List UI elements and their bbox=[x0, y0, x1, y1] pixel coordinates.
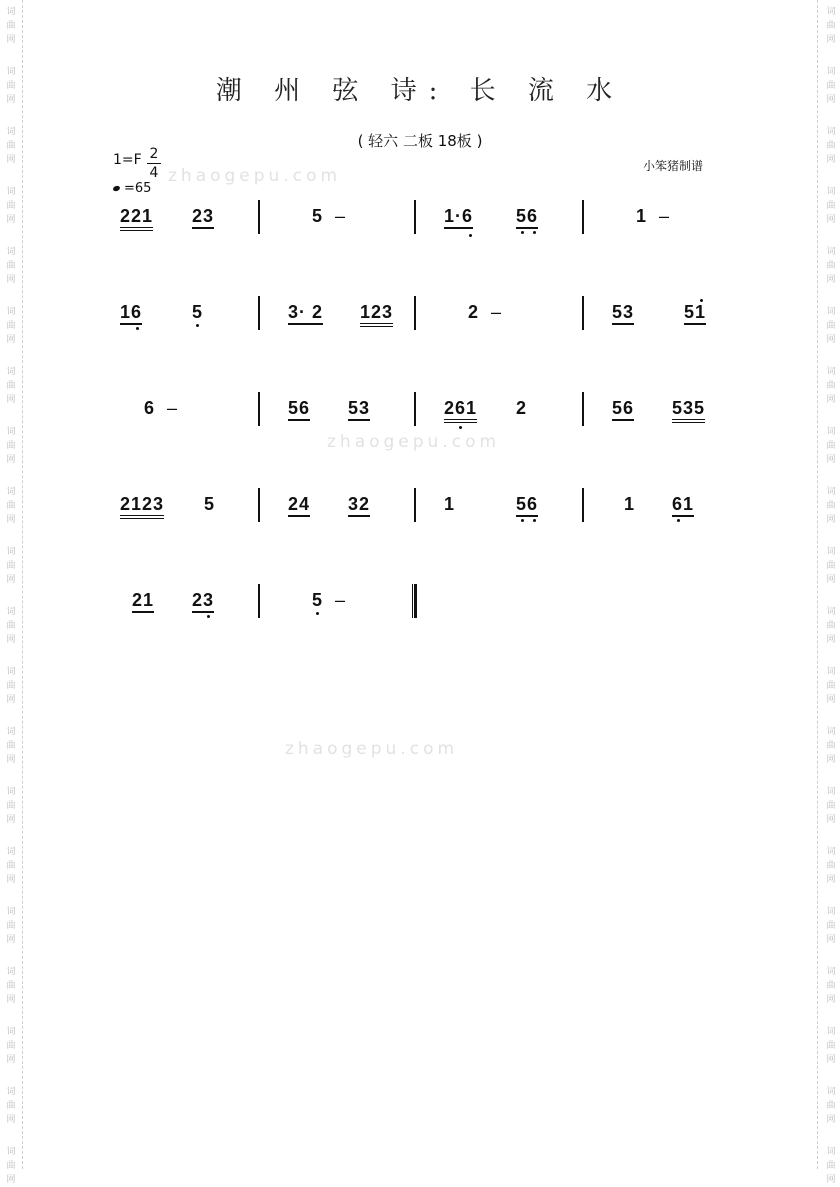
high-octave-dot bbox=[700, 299, 703, 302]
margin-stamp-char: 曲 bbox=[6, 921, 16, 931]
arranger-credit: 小笨猪制谱 bbox=[643, 159, 704, 173]
margin-stamp-char: 网 bbox=[826, 515, 836, 525]
final-bar-line bbox=[412, 584, 417, 618]
note-group: 123 bbox=[360, 302, 393, 327]
watermark: zhaogepu.com bbox=[327, 432, 501, 452]
margin-stamp bbox=[824, 545, 838, 587]
margin-stamp-char: 词 bbox=[6, 427, 16, 437]
bar-line bbox=[258, 200, 260, 234]
margin-stamp-char: 网 bbox=[826, 695, 836, 705]
margin-stamp-char: 曲 bbox=[6, 741, 16, 751]
margin-stamp-char: 曲 bbox=[6, 561, 16, 571]
margin-stamp-char: 网 bbox=[6, 1055, 16, 1065]
margin-stamp-char: 词 bbox=[826, 1087, 836, 1097]
margin-stamp-char: 词 bbox=[826, 907, 836, 917]
note-group: 1 bbox=[444, 494, 456, 514]
margin-stamp-char: 曲 bbox=[6, 681, 16, 691]
margin-stamp-char: 网 bbox=[6, 875, 16, 885]
margin-stamp bbox=[4, 1145, 18, 1187]
margin-stamp bbox=[824, 245, 838, 287]
note-group: 56 bbox=[288, 398, 310, 421]
margin-stamp-char: 词 bbox=[6, 127, 16, 137]
bar-line bbox=[414, 200, 416, 234]
low-octave-dot bbox=[459, 426, 462, 429]
margin-stamp-char: 网 bbox=[826, 395, 836, 405]
bar-line bbox=[414, 392, 416, 426]
margin-stamp-char: 网 bbox=[826, 335, 836, 345]
bar-line bbox=[582, 296, 584, 330]
low-octave-dot bbox=[316, 612, 319, 615]
bar-line bbox=[258, 392, 260, 426]
margin-stamp bbox=[824, 365, 838, 407]
watermark: zhaogepu.com bbox=[285, 739, 459, 759]
margin-stamp-char: 曲 bbox=[826, 261, 836, 271]
low-octave-dot bbox=[533, 231, 536, 234]
margin-stamp-char: 曲 bbox=[6, 1161, 16, 1171]
key-signature: 1=F bbox=[113, 152, 142, 168]
margin-stamp-char: 词 bbox=[6, 667, 16, 677]
margin-stamp-char: 词 bbox=[826, 7, 836, 17]
note-group: 2 bbox=[516, 398, 528, 418]
margin-stamp-char: 曲 bbox=[826, 981, 836, 991]
margin-stamp-char: 网 bbox=[6, 815, 16, 825]
note-group: 2123 bbox=[120, 494, 164, 519]
margin-stamp-char: 曲 bbox=[826, 321, 836, 331]
note-group: 5 bbox=[204, 494, 216, 514]
margin-stamp-char: 曲 bbox=[6, 81, 16, 91]
note-group: 535 bbox=[672, 398, 705, 423]
note-group: 1 bbox=[624, 494, 636, 514]
margin-stamp bbox=[4, 305, 18, 347]
margin-stamp-char: 网 bbox=[6, 455, 16, 465]
margin-stamp bbox=[824, 905, 838, 947]
note-group bbox=[468, 302, 502, 322]
margin-stamp-char: 曲 bbox=[826, 681, 836, 691]
margin-stamp-char: 曲 bbox=[826, 801, 836, 811]
note-group: 56 bbox=[516, 206, 538, 229]
margin-stamp-char: 词 bbox=[826, 727, 836, 737]
low-octave-dot bbox=[469, 234, 472, 237]
low-octave-dot bbox=[521, 519, 524, 522]
note-group: 32 bbox=[348, 494, 370, 517]
margin-stamp-char: 曲 bbox=[6, 1101, 16, 1111]
bar-line bbox=[258, 296, 260, 330]
note-value: 2 bbox=[468, 302, 480, 322]
margin-stamp bbox=[4, 365, 18, 407]
margin-stamp-char: 网 bbox=[6, 395, 16, 405]
margin-stamp bbox=[4, 425, 18, 467]
margin-stamp bbox=[824, 665, 838, 707]
watermark: zhaogepu.com bbox=[168, 166, 342, 186]
note-value: 6 bbox=[144, 398, 156, 418]
bar-line bbox=[258, 584, 260, 618]
margin-stamp-char: 网 bbox=[6, 695, 16, 705]
margin-stamp-char: 词 bbox=[826, 487, 836, 497]
margin-stamp-char: 网 bbox=[826, 155, 836, 165]
margin-stamp bbox=[4, 1085, 18, 1127]
margin-stamp-char: 网 bbox=[826, 1175, 836, 1185]
note-group: 16 bbox=[120, 302, 142, 325]
margin-stamp-char: 曲 bbox=[6, 441, 16, 451]
margin-stamp bbox=[4, 905, 18, 947]
margin-stamp-char: 网 bbox=[826, 275, 836, 285]
margin-stamp-char: 曲 bbox=[6, 21, 16, 31]
margin-stamp-char: 词 bbox=[826, 427, 836, 437]
margin-stamp-char: 网 bbox=[6, 95, 16, 105]
margin-stamp-char: 曲 bbox=[826, 501, 836, 511]
margin-stamp-char: 曲 bbox=[826, 1161, 836, 1171]
margin-stamp bbox=[824, 1025, 838, 1067]
bar-line bbox=[414, 296, 416, 330]
time-signature bbox=[147, 145, 161, 182]
margin-stamp-char: 网 bbox=[826, 755, 836, 765]
margin-stamp bbox=[4, 605, 18, 647]
score-subtitle: ( 轻六 二板 18板 ) bbox=[357, 132, 483, 150]
margin-stamp-char: 网 bbox=[6, 275, 16, 285]
margin-stamp-char: 曲 bbox=[6, 321, 16, 331]
margin-stamp bbox=[4, 185, 18, 227]
extension-dash: – bbox=[167, 398, 179, 418]
bar-line bbox=[582, 200, 584, 234]
note-group: 24 bbox=[288, 494, 310, 517]
half-note-icon bbox=[112, 185, 120, 192]
note-group: 23 bbox=[192, 206, 214, 229]
margin-stamp-char: 曲 bbox=[6, 621, 16, 631]
margin-stamp-char: 曲 bbox=[826, 1101, 836, 1111]
note-group: 53 bbox=[612, 302, 634, 325]
margin-stamp-char: 网 bbox=[826, 95, 836, 105]
margin-stamp-char: 网 bbox=[826, 455, 836, 465]
margin-stamp bbox=[4, 245, 18, 287]
low-octave-dot bbox=[677, 519, 680, 522]
note-group: 5 bbox=[192, 302, 204, 322]
margin-stamp-char: 网 bbox=[826, 215, 836, 225]
note-group: 56 bbox=[612, 398, 634, 421]
bar-line bbox=[414, 488, 416, 522]
margin-stamp-char: 词 bbox=[826, 1147, 836, 1157]
tempo-value: =65 bbox=[124, 181, 152, 196]
margin-stamp-char: 网 bbox=[826, 815, 836, 825]
note-group: 21 bbox=[132, 590, 154, 613]
margin-stamp bbox=[824, 1085, 838, 1127]
low-octave-dot bbox=[533, 519, 536, 522]
tempo-marking bbox=[113, 181, 151, 196]
margin-stamp bbox=[824, 5, 838, 47]
margin-stamp bbox=[4, 1025, 18, 1067]
margin-stamp-char: 词 bbox=[6, 1027, 16, 1037]
margin-stamp-char: 词 bbox=[6, 67, 16, 77]
margin-stamp-char: 曲 bbox=[6, 381, 16, 391]
margin-stamp-char: 词 bbox=[826, 547, 836, 557]
margin-stamp-char: 词 bbox=[826, 1027, 836, 1037]
margin-stamp-char: 网 bbox=[826, 995, 836, 1005]
note-value: 5 bbox=[312, 206, 324, 226]
note-group bbox=[144, 398, 178, 418]
margin-stamp-char: 曲 bbox=[826, 21, 836, 31]
margin-stamp-char: 网 bbox=[6, 995, 16, 1005]
margin-stamp-char: 曲 bbox=[826, 1041, 836, 1051]
margin-stamp-char: 网 bbox=[6, 35, 16, 45]
margin-stamp-char: 词 bbox=[6, 247, 16, 257]
margin-stamp-char: 曲 bbox=[826, 621, 836, 631]
note-value: 5 bbox=[312, 590, 324, 610]
bar-line bbox=[258, 488, 260, 522]
margin-stamp-char: 网 bbox=[826, 875, 836, 885]
margin-stamp-char: 网 bbox=[826, 935, 836, 945]
margin-stamp-char: 词 bbox=[6, 787, 16, 797]
margin-stamp-char: 词 bbox=[826, 127, 836, 137]
margin-stamp-char: 词 bbox=[6, 7, 16, 17]
margin-stamp-char: 网 bbox=[826, 575, 836, 585]
margin-stamp-char: 网 bbox=[826, 635, 836, 645]
note-group: 3· 2 bbox=[288, 302, 323, 325]
margin-stamp-char: 词 bbox=[6, 907, 16, 917]
margin-stamp bbox=[824, 785, 838, 827]
margin-stamp-char: 词 bbox=[6, 847, 16, 857]
margin-stamp-char: 曲 bbox=[826, 141, 836, 151]
margin-stamp-char: 网 bbox=[6, 755, 16, 765]
margin-stamp-char: 曲 bbox=[826, 921, 836, 931]
margin-stamp bbox=[824, 1145, 838, 1187]
margin-stamp bbox=[4, 845, 18, 887]
margin-stamp-char: 词 bbox=[826, 67, 836, 77]
extension-dash: – bbox=[491, 302, 503, 322]
margin-stamp-char: 词 bbox=[826, 187, 836, 197]
margin-stamp-char: 网 bbox=[6, 515, 16, 525]
margin-stamp-char: 曲 bbox=[6, 801, 16, 811]
margin-stamp-char: 曲 bbox=[826, 201, 836, 211]
margin-stamp-char: 曲 bbox=[826, 81, 836, 91]
margin-stamp-char: 网 bbox=[6, 155, 16, 165]
note-group: 221 bbox=[120, 206, 153, 231]
extension-dash: – bbox=[335, 206, 347, 226]
margin-stamp-char: 曲 bbox=[6, 261, 16, 271]
margin-stamp-char: 曲 bbox=[6, 501, 16, 511]
margin-stamp-char: 词 bbox=[6, 367, 16, 377]
margin-stamp-char: 词 bbox=[6, 547, 16, 557]
bar-line bbox=[582, 392, 584, 426]
margin-stamp-char: 网 bbox=[826, 35, 836, 45]
margin-stamp-char: 词 bbox=[826, 607, 836, 617]
margin-stamp-char: 词 bbox=[826, 667, 836, 677]
margin-stamp-char: 网 bbox=[6, 1175, 16, 1185]
low-octave-dot bbox=[521, 231, 524, 234]
time-signature-top: 2 bbox=[147, 145, 161, 164]
margin-stamp-char: 曲 bbox=[826, 561, 836, 571]
extension-dash: – bbox=[659, 206, 671, 226]
margin-stamp bbox=[4, 725, 18, 767]
margin-stamp-char: 网 bbox=[6, 635, 16, 645]
note-group bbox=[312, 206, 346, 226]
margin-stamp-char: 词 bbox=[6, 607, 16, 617]
margin-stamp bbox=[4, 5, 18, 47]
margin-stamp-char: 词 bbox=[6, 307, 16, 317]
low-octave-dot bbox=[136, 327, 139, 330]
margin-stamp-char: 曲 bbox=[826, 861, 836, 871]
margin-stamp-char: 词 bbox=[826, 847, 836, 857]
note-group: 53 bbox=[348, 398, 370, 421]
margin-stamp-char: 词 bbox=[826, 967, 836, 977]
margin-stamp bbox=[824, 965, 838, 1007]
note-group: 1·6 bbox=[444, 206, 473, 229]
margin-stamp-char: 词 bbox=[6, 187, 16, 197]
margin-stamp-char: 网 bbox=[6, 1115, 16, 1125]
note-group: 261 bbox=[444, 398, 477, 423]
margin-stamp-char: 网 bbox=[6, 935, 16, 945]
margin-stamp-char: 词 bbox=[826, 787, 836, 797]
note-value: 1 bbox=[636, 206, 648, 226]
note-group: 23 bbox=[192, 590, 214, 613]
margin-stamp-char: 词 bbox=[6, 487, 16, 497]
bar-line bbox=[582, 488, 584, 522]
margin-stamp-char: 词 bbox=[6, 727, 16, 737]
margin-stamp-char: 词 bbox=[6, 967, 16, 977]
margin-stamp-char: 曲 bbox=[6, 981, 16, 991]
margin-stamp-char: 词 bbox=[826, 307, 836, 317]
margin-stamp-char: 词 bbox=[6, 1147, 16, 1157]
margin-stamp-char: 曲 bbox=[6, 201, 16, 211]
margin-stamp bbox=[4, 485, 18, 527]
margin-stamp-char: 网 bbox=[6, 575, 16, 585]
low-octave-dot bbox=[207, 615, 210, 618]
margin-stamp bbox=[824, 725, 838, 767]
score-title: 潮 州 弦 诗: 长 流 水 bbox=[215, 76, 625, 106]
margin-stamp-char: 曲 bbox=[6, 1041, 16, 1051]
margin-stamp-char: 网 bbox=[6, 215, 16, 225]
margin-stamp bbox=[4, 965, 18, 1007]
extension-dash: – bbox=[335, 590, 347, 610]
margin-stamp-char: 曲 bbox=[826, 381, 836, 391]
margin-stamp-char: 网 bbox=[826, 1115, 836, 1125]
margin-stamp-char: 词 bbox=[6, 1087, 16, 1097]
margin-stamp-char: 词 bbox=[826, 247, 836, 257]
margin-stamp-char: 曲 bbox=[826, 741, 836, 751]
note-group: 56 bbox=[516, 494, 538, 517]
margin-stamp bbox=[4, 545, 18, 587]
time-signature-bottom: 4 bbox=[149, 165, 159, 181]
note-group bbox=[636, 206, 670, 226]
margin-stamp bbox=[824, 305, 838, 347]
margin-stamp-char: 曲 bbox=[6, 861, 16, 871]
margin-stamp-char: 曲 bbox=[826, 441, 836, 451]
low-octave-dot bbox=[196, 324, 199, 327]
margin-stamp-char: 网 bbox=[6, 335, 16, 345]
note-group: 61 bbox=[672, 494, 694, 517]
margin-stamp-char: 词 bbox=[826, 367, 836, 377]
margin-stamp bbox=[824, 605, 838, 647]
margin-stamp bbox=[824, 185, 838, 227]
margin-stamp bbox=[824, 845, 838, 887]
note-group: 51 bbox=[684, 302, 706, 325]
note-group bbox=[312, 590, 346, 610]
margin-stamp-char: 网 bbox=[826, 1055, 836, 1065]
margin-stamp bbox=[824, 425, 838, 467]
margin-stamp bbox=[4, 665, 18, 707]
margin-stamp bbox=[824, 485, 838, 527]
margin-stamp bbox=[4, 785, 18, 827]
margin-stamp-char: 曲 bbox=[6, 141, 16, 151]
